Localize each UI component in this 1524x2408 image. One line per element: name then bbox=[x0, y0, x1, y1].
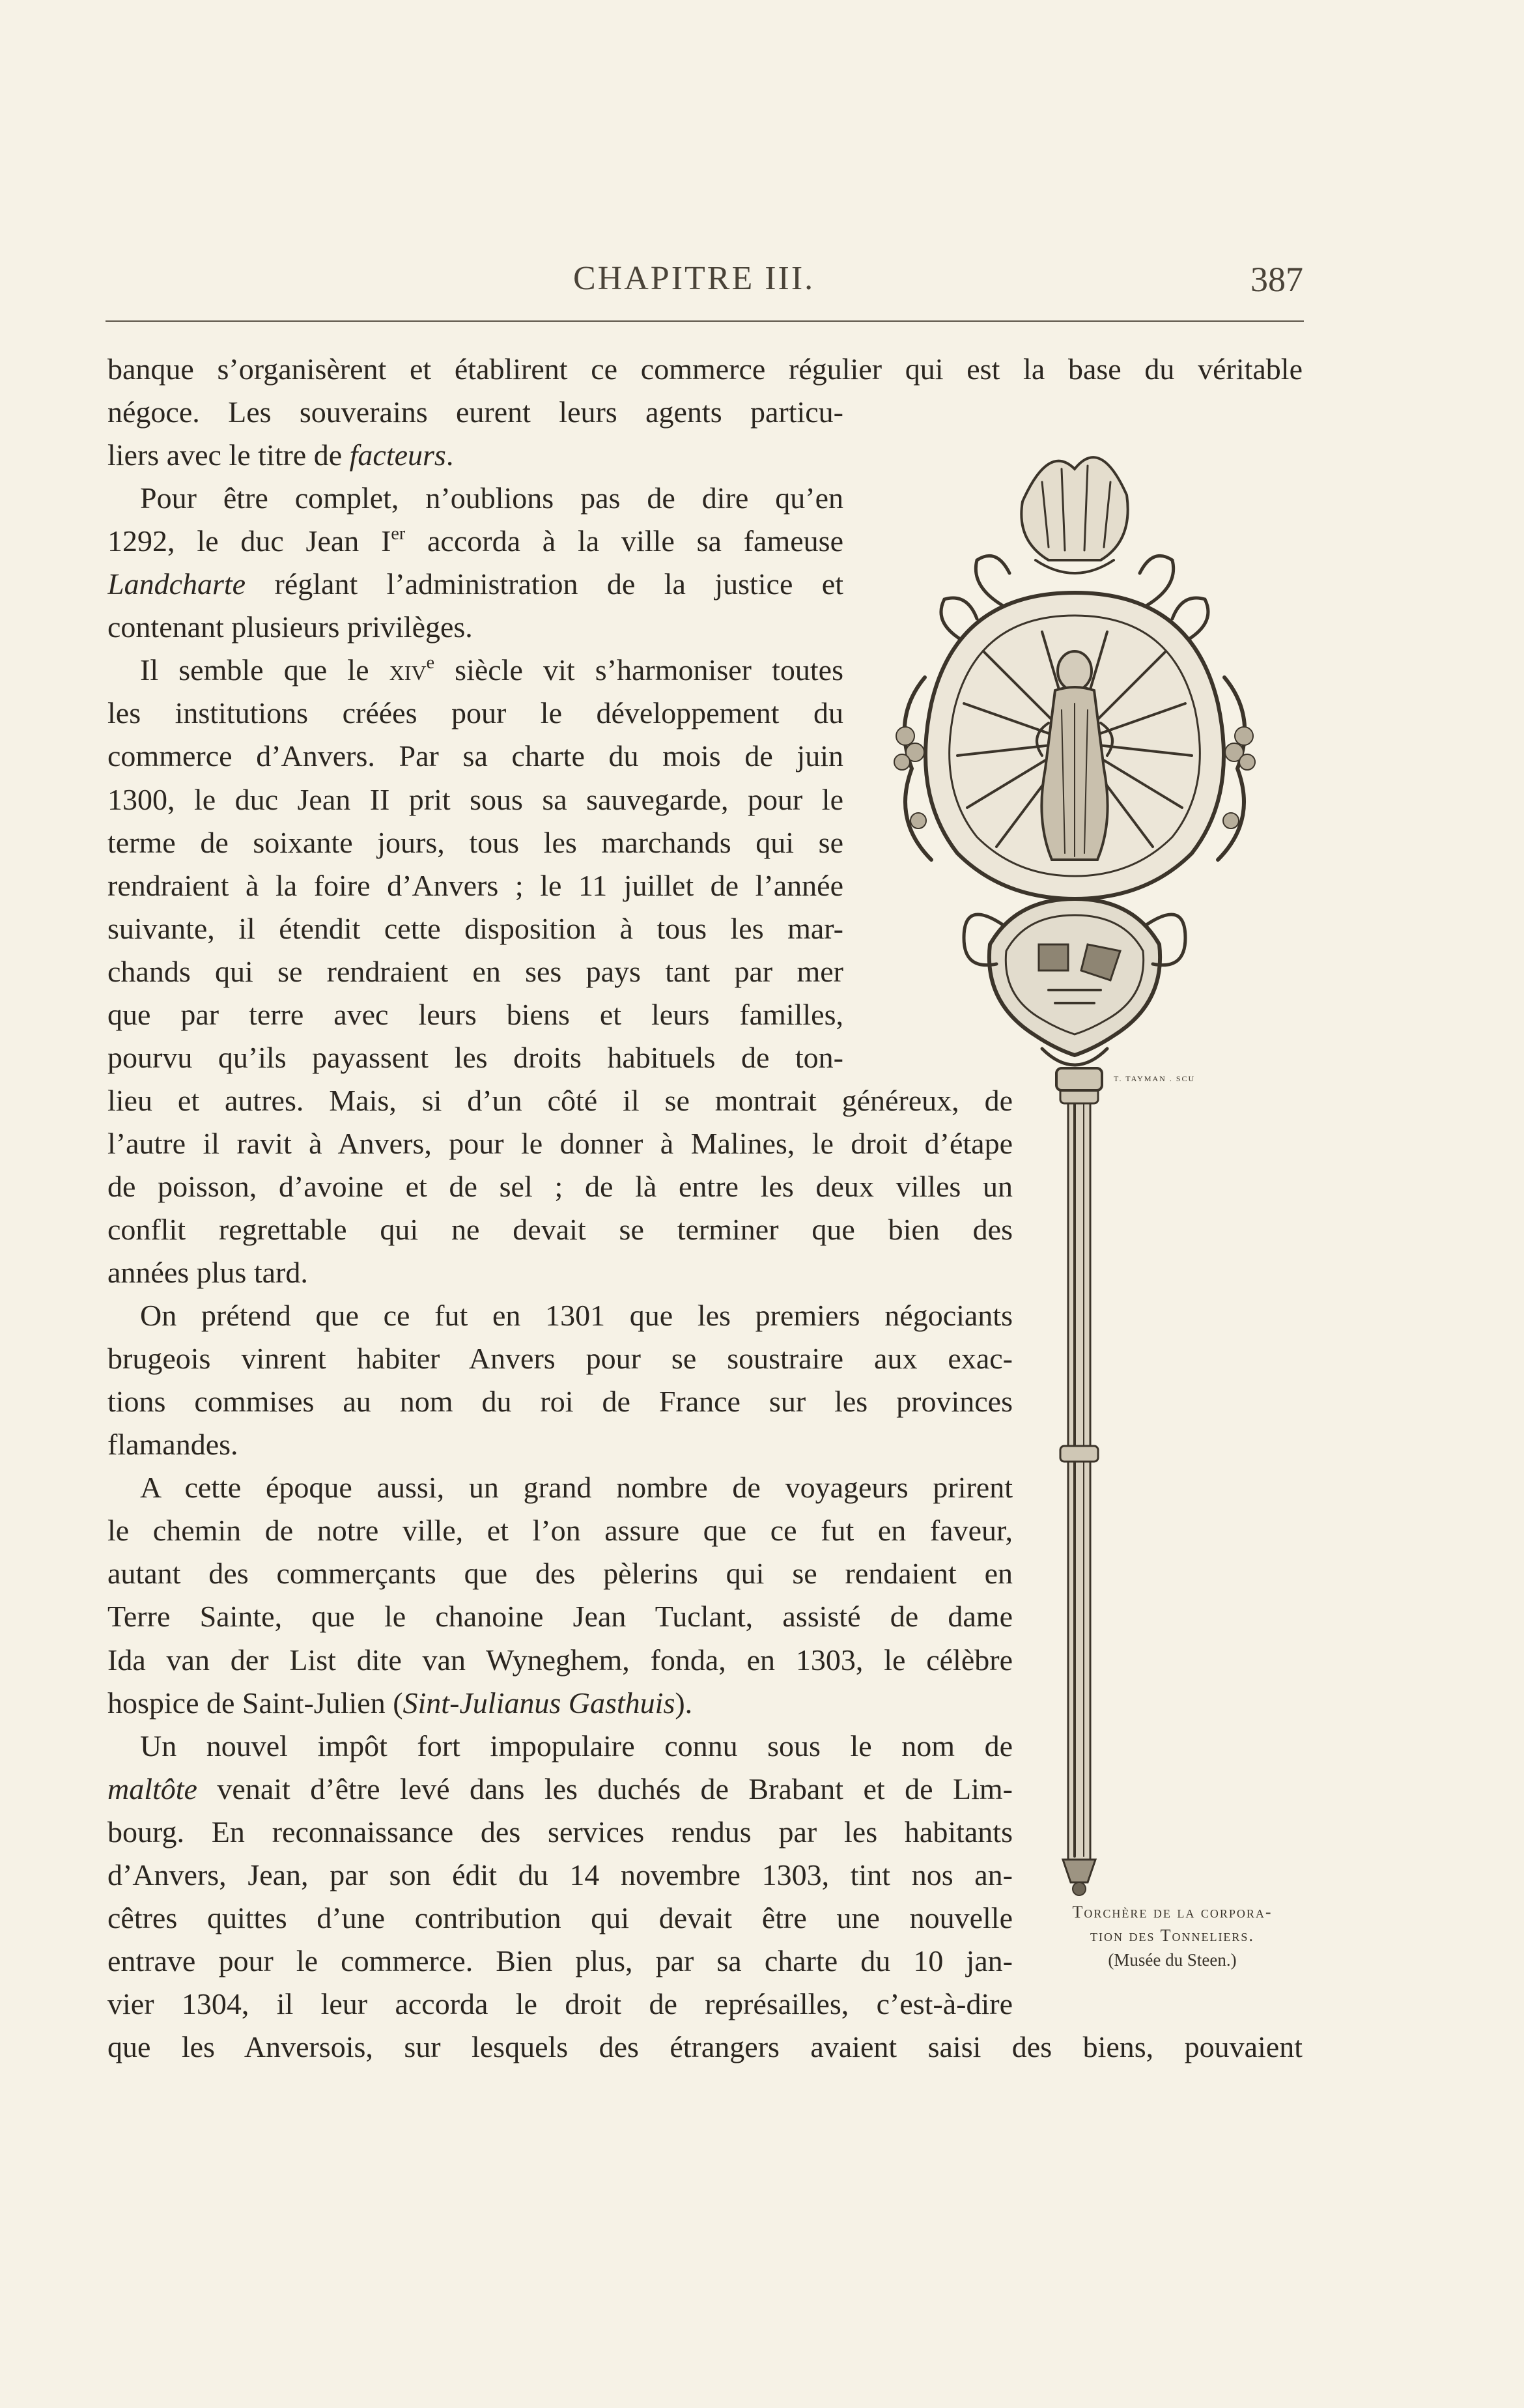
text-line-pre: cêtres quittes d’une contribution qui devait être une nouvelle bbox=[107, 1901, 1013, 1934]
caption-line-2: tion des Tonneliers. bbox=[1090, 1926, 1254, 1945]
text-line-pre: autant des commerçants que des pèlerins qui se rendaient en bbox=[107, 1557, 1013, 1590]
text-line-pre: A cette époque aussi, un grand nombre de voyageurs prirent bbox=[140, 1471, 1013, 1504]
text-line-pre: Pour être complet, n’oublions pas de dire qu’en bbox=[140, 481, 843, 515]
text-line bbox=[107, 1897, 1013, 1939]
text-line-pre: négoce. Les souverains eurent leurs agents particu- bbox=[107, 395, 843, 429]
page-number: 387 bbox=[1250, 260, 1303, 299]
text-line-pre: Ida van der List dite van Wyneghem, fonda, en 1303, le célèbre bbox=[107, 1643, 1013, 1677]
text-line-pre: contenant plusieurs privilèges. bbox=[107, 610, 473, 644]
text-line-post: siècle vit s’harmoniser toutes bbox=[434, 653, 843, 687]
text-line bbox=[107, 2026, 1303, 2068]
text-line-pre: conflit regrettable qui ne devait se terminer que bien des bbox=[107, 1213, 1013, 1246]
text-line-pre: 1292, le duc Jean I bbox=[107, 524, 391, 558]
text-line bbox=[107, 391, 843, 433]
text-line-pre: 1300, le duc Jean II prit sous sa sauvegarde, pour le bbox=[107, 783, 843, 816]
text-line-pre: bourg. En reconnaissance des services rendus par les habitants bbox=[107, 1815, 1013, 1848]
engraver-signature: T. TAYMAN . SCU bbox=[1114, 1074, 1196, 1083]
text-line-pre: le chemin de notre ville, et l’on assure que ce fut en faveur, bbox=[107, 1514, 1013, 1547]
text-line-pre: rendraient à la foire d’Anvers ; le 11 juillet de l’année bbox=[107, 869, 843, 902]
text-line bbox=[107, 477, 843, 519]
caption-line-1: Torchère de la corpora- bbox=[1072, 1903, 1273, 1921]
torchere-engraving bbox=[853, 430, 1296, 1902]
text-line-pre: l’autre il ravit à Anvers, pour le donner à Malines, le droit d’étape bbox=[107, 1127, 1013, 1160]
text-line-post: réglant l’administration de la justice et bbox=[246, 567, 843, 601]
text-line bbox=[107, 520, 843, 562]
text-line bbox=[107, 1983, 1013, 2025]
text-line bbox=[107, 649, 843, 691]
text-line-pre: commerce d’Anvers. Par sa charte du mois de juin bbox=[107, 739, 843, 772]
text-line-pre: banque s’organisèrent et établirent ce commerce régulier qui est la base du véritable bbox=[107, 352, 1303, 386]
text-line-pre: pourvu qu’ils payassent les droits habituels de ton- bbox=[107, 1041, 843, 1074]
text-line-it: Sint-Julianus Gasthuis bbox=[402, 1686, 675, 1720]
text-line bbox=[107, 951, 843, 993]
chapter-title: CHAPITRE III. bbox=[573, 260, 815, 297]
text-line-sup: er bbox=[391, 524, 406, 544]
text-line-it: maltôte bbox=[107, 1772, 197, 1806]
text-line-pre: tions commises au nom du roi de France sur les provinces bbox=[107, 1385, 1013, 1418]
text-line-pre: années plus tard. bbox=[107, 1256, 308, 1289]
text-line-pre: vier 1304, il leur accorda le droit de représailles, c’est-à-dire bbox=[107, 1987, 1013, 2020]
text-line-pre: de poisson, d’avoine et de sel ; de là entre les deux villes un bbox=[107, 1170, 1013, 1203]
text-line-post: accorda à la ville sa fameuse bbox=[405, 524, 843, 558]
text-line bbox=[107, 348, 1303, 390]
text-line-post: ). bbox=[675, 1686, 693, 1720]
text-line bbox=[107, 1940, 1013, 1982]
text-line bbox=[107, 1037, 843, 1079]
text-line-pre: que par terre avec leurs biens et leurs familles, bbox=[107, 998, 843, 1031]
text-line-sup: e bbox=[426, 653, 435, 673]
text-line bbox=[107, 994, 843, 1036]
text-line bbox=[107, 865, 843, 907]
illustration-caption bbox=[1036, 1901, 1309, 1972]
text-line-pre: les institutions créées pour le développement du bbox=[107, 696, 843, 729]
text-line-pre: Un nouvel impôt fort impopulaire connu sous le nom de bbox=[140, 1729, 1013, 1763]
header-rule bbox=[106, 320, 1304, 322]
text-line bbox=[107, 692, 843, 734]
running-head bbox=[0, 259, 1524, 305]
text-line-pre: d’Anvers, Jean, par son édit du 14 novembre 1303, tint nos an- bbox=[107, 1858, 1013, 1891]
text-line-post: venait d’être levé dans les duchés de Brabant et de Lim- bbox=[197, 1772, 1013, 1806]
text-line bbox=[107, 606, 843, 648]
text-line-pre: hospice de Saint-Julien ( bbox=[107, 1686, 403, 1720]
text-line bbox=[107, 779, 843, 821]
text-line-pre: lieu et autres. Mais, si d’un côté il se montrait généreux, de bbox=[107, 1084, 1013, 1117]
text-line bbox=[107, 563, 843, 605]
text-line-pre: On prétend que ce fut en 1301 que les premiers négociants bbox=[140, 1299, 1013, 1332]
text-line bbox=[107, 822, 843, 864]
text-line-pre: suivante, il étendit cette disposition à tous les mar- bbox=[107, 912, 843, 945]
text-line-pre: que les Anversois, sur lesquels des étrangers avaient saisi des biens, pouvaient bbox=[107, 2030, 1303, 2063]
text-line-pre: chands qui se rendraient en ses pays tant par mer bbox=[107, 955, 843, 988]
caption-museum: (Musée du Steen.) bbox=[1108, 1950, 1237, 1970]
text-line-pre: liers avec le titre de bbox=[107, 438, 350, 472]
text-line-pre: Terre Sainte, que le chanoine Jean Tuclant, assisté de dame bbox=[107, 1600, 1013, 1633]
text-line bbox=[107, 735, 843, 777]
text-line bbox=[107, 434, 843, 476]
text-line-it: facteurs bbox=[349, 438, 446, 472]
text-line-pre: terme de soixante jours, tous les marchands qui se bbox=[107, 826, 843, 859]
text-line-pre: flamandes. bbox=[107, 1428, 238, 1461]
torch-shaft bbox=[1068, 1094, 1090, 1863]
text-line bbox=[107, 908, 843, 950]
text-line-pre: entrave pour le commerce. Bien plus, par sa charte du 10 jan- bbox=[107, 1944, 1013, 1977]
text-line-pre: brugeois vinrent habiter Anvers pour se soustraire aux exac- bbox=[107, 1342, 1013, 1375]
text-line-sc: xiv bbox=[389, 653, 427, 687]
text-line-pre: Il semble que le bbox=[140, 653, 389, 687]
text-line-post: . bbox=[445, 438, 454, 472]
text-line-it: Landcharte bbox=[107, 567, 246, 601]
